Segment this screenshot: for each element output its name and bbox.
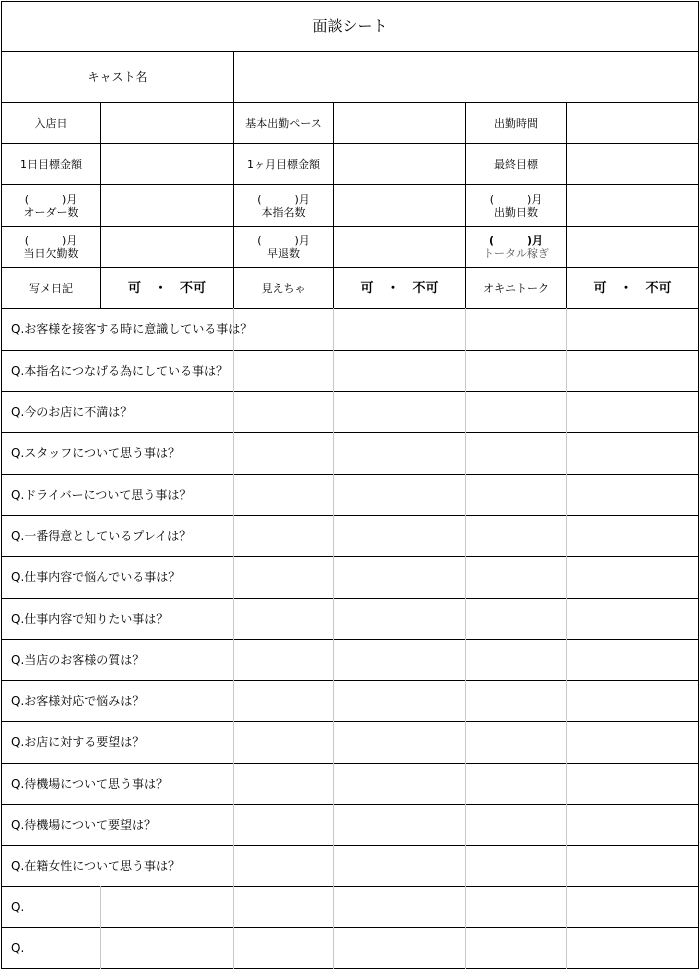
attendance-pace-label: 基本出勤ペース <box>245 116 322 130</box>
attendance-pace-field[interactable] <box>334 103 465 143</box>
mieccha-label: 見えちゃ <box>261 281 306 295</box>
monthly-target-label: 1ヶ月目標金額 <box>247 157 320 171</box>
question-row[interactable]: Q. <box>11 940 25 955</box>
photo-diary-choice[interactable]: 可 ・ 不可 <box>127 280 206 296</box>
order-count-text: オーダー数 <box>23 205 79 219</box>
total-earnings-field[interactable] <box>567 227 698 267</box>
mieccha-choice[interactable]: 可 ・ 不可 <box>360 280 439 296</box>
question-row[interactable]: Q.仕事内容で知りたい事は？ <box>11 611 169 626</box>
month-prefix: ( )月 <box>489 192 543 206</box>
work-hours-label: 出勤時間 <box>494 116 538 130</box>
early-leave-label <box>234 227 333 267</box>
question-row[interactable]: Q.スタッフについて思う事は？ <box>11 446 181 460</box>
question-row[interactable]: Q. <box>11 899 25 914</box>
photo-diary-label: 写メ日記 <box>29 281 73 295</box>
month-prefix: ( )月 <box>257 192 310 206</box>
early-leave-text: 早退数 <box>267 247 300 260</box>
okini-talk-choice[interactable]: 可 ・ 不可 <box>593 280 672 296</box>
question-row[interactable]: Q.本指名につなげる為にしている事は？ <box>11 363 229 378</box>
question-row[interactable]: Q.今のお店に不満は？ <box>11 404 133 419</box>
month-prefix: ( )月 <box>24 192 78 206</box>
final-goal-field[interactable] <box>567 144 698 184</box>
question-row[interactable]: Q.待機場について思う事は？ <box>11 776 169 791</box>
work-hours-field[interactable] <box>567 103 698 143</box>
question-row[interactable]: Q.お店に対する要望は？ <box>11 735 145 749</box>
cast-name-field[interactable] <box>234 52 698 102</box>
total-earnings-label <box>466 227 566 267</box>
attendance-days-text: 出勤日数 <box>494 205 538 219</box>
daily-target-label: 1日目標金額 <box>20 157 82 171</box>
cast-name-label: キャスト名 <box>87 69 148 84</box>
question-row[interactable]: Q.仕事内容で悩んでいる事は？ <box>11 570 181 584</box>
final-goal-label: 最終目標 <box>494 157 538 171</box>
question-row[interactable]: Q.在籍女性について思う事は？ <box>11 858 181 873</box>
regular-nomination-text: 本指名数 <box>261 205 306 219</box>
same-day-absence-text: 当日欠勤数 <box>23 247 79 260</box>
same-day-absence-field[interactable] <box>101 227 233 267</box>
same-day-absence-label <box>2 227 100 267</box>
early-leave-field[interactable] <box>334 227 465 267</box>
monthly-target-field[interactable] <box>334 144 465 184</box>
question-row[interactable]: Q.お客様対応で悩みは？ <box>11 693 145 708</box>
question-row[interactable]: Q.待機場について要望は？ <box>11 817 157 832</box>
daily-target-field[interactable] <box>101 144 233 184</box>
attendance-days-field[interactable] <box>567 185 698 226</box>
month-prefix: ( )月 <box>257 234 310 247</box>
question-row[interactable]: Q.当店のお客様の質は？ <box>11 652 145 667</box>
question-row[interactable]: Q.一番得意としているプレイは？ <box>11 528 192 543</box>
regular-nomination-field[interactable] <box>334 185 465 226</box>
month-prefix: ( )月 <box>488 234 544 247</box>
join-date-label: 入店日 <box>34 116 68 130</box>
okini-talk-label: オキニトーク <box>483 281 549 295</box>
attendance-days-label <box>466 185 566 226</box>
sheet-title: 面談シート <box>312 17 388 35</box>
join-date-field[interactable] <box>101 103 233 143</box>
total-earnings-text: トータル稼ぎ <box>483 247 549 260</box>
regular-nomination-label <box>234 185 333 226</box>
order-count-label <box>2 185 100 226</box>
order-count-field[interactable] <box>101 185 233 226</box>
question-row[interactable]: Q.お客様を接客する時に意識している事は？ <box>11 322 253 336</box>
question-row[interactable]: Q.ドライバーについて思う事は？ <box>11 487 192 502</box>
month-prefix: ( )月 <box>24 234 78 247</box>
